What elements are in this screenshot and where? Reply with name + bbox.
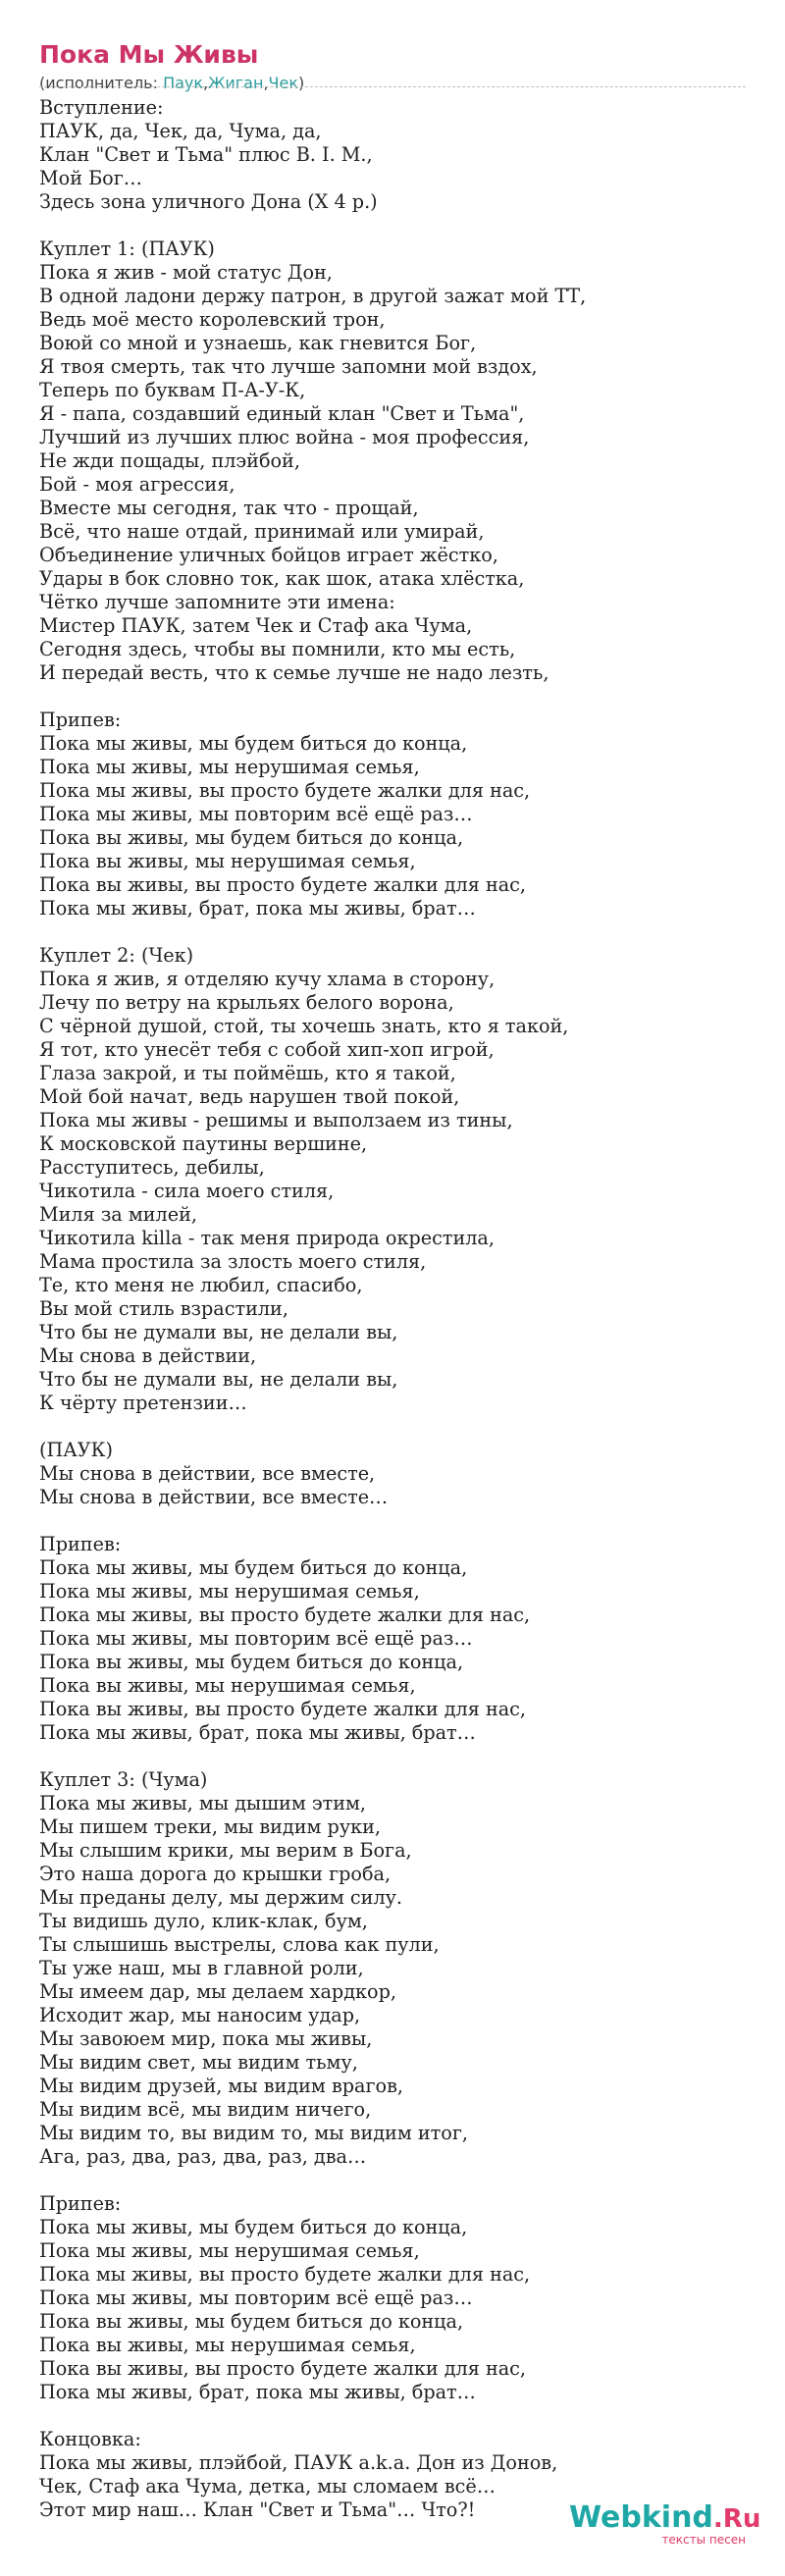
lyric-line: Припев:	[39, 2192, 122, 2215]
lyric-line: Пока я жив, я отделяю кучу хлама в сторону,	[39, 968, 496, 990]
lyric-line: Пока вы живы, вы просто будете жалки для нас,	[39, 2357, 527, 2380]
artist-line: (исполнитель: Паук,Жиган,Чек)	[39, 74, 305, 92]
lyric-line: Я тот, кто унесёт тебя с собой хип-хоп игрой,	[39, 1038, 495, 1061]
lyric-line: Чётко лучше запомните эти имена:	[39, 591, 395, 613]
lyric-line: Пока мы живы, вы просто будете жалки для нас,	[39, 1603, 531, 1626]
lyric-line: Ты слышишь выстрелы, слова как пули,	[39, 1933, 440, 1956]
lyric-line: Припев:	[39, 709, 122, 731]
lyric-line: Мы пишем треки, мы видим руки,	[39, 1815, 382, 1838]
lyrics-body	[39, 96, 756, 2522]
lyric-line: Это наша дорога до крышки гроба,	[39, 1863, 392, 1885]
lyric-line: Исходит жар, мы наносим удар,	[39, 2004, 361, 2026]
lyric-line: Я твоя смерть, так что лучше запомни мой вздох,	[39, 355, 538, 378]
lyric-line: Этот мир наш… Клан "Свет и Тьма"… Что?!	[39, 2498, 476, 2521]
lyric-line: Ты уже наш, мы в главной роли,	[39, 1957, 364, 1979]
lyric-line: Мы снова в действии, все вместе…	[39, 1486, 389, 1508]
lyric-line: Пока вы живы, мы нерушимая семья,	[39, 850, 416, 872]
lyric-line: Теперь по буквам П-А-У-К,	[39, 379, 306, 401]
lyric-line: Пока я жив - мой статус Дон,	[39, 261, 333, 284]
lyric-line: Куплет 3: (Чума)	[39, 1768, 208, 1791]
lyric-line: Пока вы живы, мы нерушимая семья,	[39, 2334, 416, 2356]
lyric-line: Ага, раз, два, раз, два, раз, два…	[39, 2145, 367, 2168]
lyric-line: Пока мы живы, мы нерушимая семья,	[39, 756, 420, 778]
lyric-line: Объединение уличных бойцов играет жёстко,	[39, 544, 498, 566]
lyric-line: К московской паутины вершине,	[39, 1132, 368, 1155]
lyric-line: Пока вы живы, мы будем биться до конца,	[39, 1651, 464, 1673]
lyric-line: Мы преданы делу, мы держим силу.	[39, 1886, 403, 1909]
lyric-line	[39, 2404, 756, 2428]
lyric-line: Пока мы живы, мы дышим этим,	[39, 1792, 367, 1814]
lyric-line: Что бы не думали вы, не делали вы,	[39, 1368, 398, 1391]
logo-wordmark	[569, 2500, 765, 2537]
lyric-line: Пока мы живы, брат, пока мы живы, брат…	[39, 2381, 476, 2403]
lyric-line: В одной ладони держу патрон, в другой зажат мой ТТ,	[39, 285, 587, 307]
artist-link-zhigan[interactable]: Жиган	[208, 74, 264, 92]
lyric-line: К чёрту претензии…	[39, 1392, 247, 1414]
lyric-line: Пока мы живы, мы будем биться до конца,	[39, 1556, 468, 1579]
logo-tld: .Ru	[712, 2504, 761, 2534]
artist-suffix: )	[298, 74, 305, 92]
lyric-line: Мама простила за злость моего стиля,	[39, 1250, 427, 1273]
lyric-line: Мы имеем дар, мы делаем хардкор,	[39, 1980, 396, 2003]
lyric-line: Всё, что наше отдай, принимай или умирай,	[39, 520, 485, 543]
lyric-line: (ПАУК)	[39, 1439, 113, 1461]
lyric-line	[39, 2169, 756, 2192]
artist-link-pauk[interactable]: Паук	[163, 74, 204, 92]
logo-tagline: тексты песен	[661, 2533, 746, 2547]
lyric-line: Мой Бог…	[39, 167, 142, 189]
artist-prefix: (исполнитель:	[39, 74, 164, 92]
lyric-line	[39, 1415, 756, 1439]
lyric-line	[39, 1745, 756, 1768]
lyric-line: Пока мы живы - решимы и выползаем из тины,	[39, 1109, 513, 1131]
lyric-line: Ведь моё место королевский трон,	[39, 308, 386, 331]
lyric-line: Клан "Свет и Тьма" плюс B. I. M.,	[39, 143, 373, 166]
lyric-line: Пока мы живы, мы повторим всё ещё раз…	[39, 2287, 473, 2309]
lyric-line: Пока вы живы, мы будем биться до конца,	[39, 2310, 464, 2333]
lyric-line: Мой бой начат, ведь нарушен твой покой,	[39, 1085, 460, 1108]
lyric-line: Те, кто меня не любил, спасибо,	[39, 1274, 363, 1296]
artist-link-chek[interactable]: Чек	[268, 74, 299, 92]
lyric-line: Мы завоюем мир, пока мы живы,	[39, 2027, 373, 2050]
site-logo[interactable]	[569, 2500, 765, 2559]
lyric-line: Что бы не думали вы, не делали вы,	[39, 1321, 398, 1343]
lyric-line: Пока мы живы, вы просто будете жалки для нас,	[39, 2263, 531, 2286]
lyric-line: Пока вы живы, вы просто будете жалки для нас,	[39, 1698, 527, 1720]
lyric-line: С чёрной душой, стой, ты хочешь знать, кто я такой,	[39, 1015, 569, 1037]
lyric-line: Лечу по ветру на крыльях белого ворона,	[39, 991, 454, 1014]
song-title: Пока Мы Живы	[39, 40, 259, 69]
lyric-line: Куплет 2: (Чек)	[39, 944, 194, 967]
lyric-line: ПАУК, да, Чек, да, Чума, да,	[39, 120, 322, 142]
lyric-line: Воюй со мной и узнаешь, как гневится Бог,	[39, 332, 477, 354]
lyric-line: Мы снова в действии,	[39, 1344, 257, 1367]
lyric-line: Пока вы живы, вы просто будете жалки для нас,	[39, 873, 527, 896]
lyric-line: Мы видим всё, мы видим ничего,	[39, 2098, 372, 2121]
logo-name: Webkind	[569, 2500, 713, 2535]
lyric-line: Вместе мы сегодня, так что - прощай,	[39, 497, 419, 519]
lyric-line: Куплет 1: (ПАУК)	[39, 237, 215, 260]
lyric-line: Чикотила - сила моего стиля,	[39, 1180, 335, 1202]
lyric-line: Пока мы живы, мы будем биться до конца,	[39, 732, 468, 755]
lyric-line: Лучший из лучших плюс война - моя профессия,	[39, 426, 530, 448]
lyric-line: Пока мы живы, мы нерушимая семья,	[39, 1580, 420, 1603]
lyric-line	[39, 920, 756, 944]
lyric-line	[39, 685, 756, 709]
lyric-line: Удары в бок словно ток, как шок, атака хлёстка,	[39, 567, 525, 590]
lyric-line: И передай весть, что к семье лучше не надо лезть,	[39, 661, 550, 684]
lyric-line: Мы слышим крики, мы верим в Бога,	[39, 1839, 412, 1862]
lyric-line: Мы видим друзей, мы видим врагов,	[39, 2075, 403, 2097]
lyric-line: Концовка:	[39, 2428, 141, 2450]
lyric-line: Пока мы живы, мы повторим всё ещё раз…	[39, 1627, 473, 1650]
header-divider	[39, 86, 746, 87]
lyric-line: Расступитесь, дебилы,	[39, 1156, 265, 1179]
lyric-line: Глаза закрой, и ты поймёшь, кто я такой,	[39, 1062, 456, 1084]
lyric-line: Мистер ПАУК, затем Чек и Стаф ака Чума,	[39, 614, 473, 637]
lyric-line: Пока мы живы, мы нерушимая семья,	[39, 2239, 420, 2262]
lyric-line: Припев:	[39, 1533, 122, 1555]
lyric-line: Здесь зона уличного Дона (X 4 р.)	[39, 190, 378, 213]
lyric-line: Не жди пощады, плэйбой,	[39, 449, 300, 472]
lyric-line: Мы видим свет, мы видим тьму,	[39, 2051, 358, 2074]
lyric-line: Миля за милей,	[39, 1203, 197, 1226]
lyric-line: Чек, Стаф ака Чума, детка, мы сломаем всё…	[39, 2475, 496, 2497]
lyric-line	[39, 214, 756, 237]
lyric-line: Мы видим то, вы видим то, мы видим итог,	[39, 2122, 468, 2144]
lyric-line: Пока мы живы, вы просто будете жалки для нас,	[39, 779, 531, 802]
lyric-line: Сегодня здесь, чтобы вы помнили, кто мы есть,	[39, 638, 516, 660]
lyric-line: Пока мы живы, брат, пока мы живы, брат…	[39, 897, 476, 920]
lyric-line: Пока вы живы, мы нерушимая семья,	[39, 1674, 416, 1697]
lyric-line	[39, 1509, 756, 1533]
lyric-line: Вы мой стиль взрастили,	[39, 1297, 288, 1320]
lyric-line: Мы снова в действии, все вместе,	[39, 1462, 376, 1485]
lyric-line: Пока мы живы, брат, пока мы живы, брат…	[39, 1721, 476, 1744]
lyric-line: Ты видишь дуло, клик-клак, бум,	[39, 1910, 368, 1932]
lyric-line: Чикотила killa - так меня природа окрестила,	[39, 1227, 495, 1249]
lyric-line: Вступление:	[39, 96, 164, 119]
lyric-line: Пока вы живы, мы будем биться до конца,	[39, 826, 464, 849]
lyric-line: Я - папа, создавший единый клан "Свет и Тьма",	[39, 402, 525, 425]
lyric-line: Пока мы живы, плэйбой, ПАУК a.k.a. Дон из Донов,	[39, 2451, 558, 2474]
lyric-line: Бой - моя агрессия,	[39, 473, 236, 496]
lyric-line: Пока мы живы, мы будем биться до конца,	[39, 2216, 468, 2238]
lyric-line: Пока мы живы, мы повторим всё ещё раз…	[39, 803, 473, 825]
